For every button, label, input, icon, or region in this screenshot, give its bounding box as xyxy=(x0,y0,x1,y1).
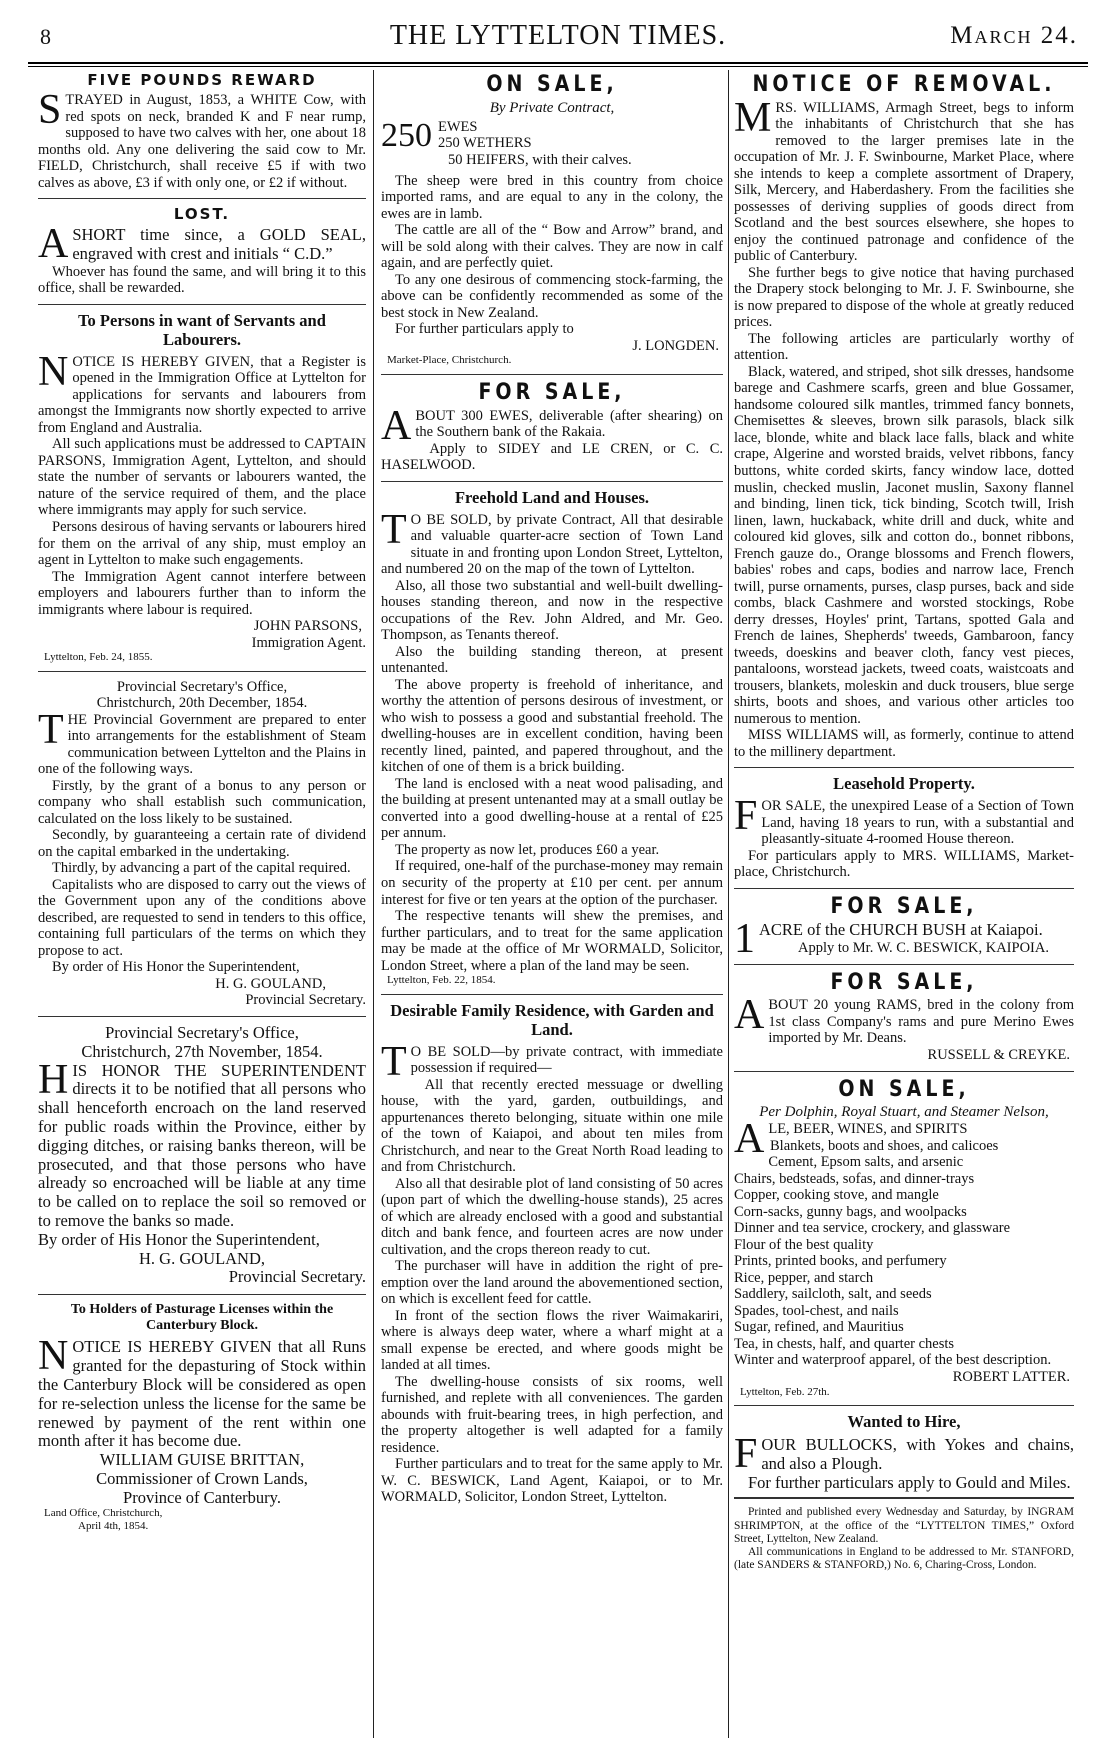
ad-text: BOUT 20 young RAMS, bred in the colony from 1st class Company's rams and pure Merino Ewes imported by Mr. Deans. xyxy=(768,997,1074,1047)
ad-heading: LOST. xyxy=(173,205,231,224)
column-middle xyxy=(381,70,723,1740)
goods-item: Spades, tool-chest, and nails xyxy=(734,1302,899,1319)
signature-title: Provincial Secretary. xyxy=(245,992,366,1009)
ad-heading: FOR SALE, xyxy=(830,893,978,919)
goods-item: Chairs, bedsteads, sofas, and dinner-trays xyxy=(734,1170,975,1187)
drop-cap: A xyxy=(734,1116,765,1163)
goods-item: Flour of the best quality xyxy=(734,1236,874,1253)
ad-text: All such applications must be addressed to CAPTAIN PARSONS, Immigration Agent, Lyttelton, and should state the number of servants or labourers wanted, the nature of the service required of them, and the place where immigrants may apply for such service. xyxy=(38,436,366,519)
ad-text: By order of His Honor the Superintendent, xyxy=(52,959,300,976)
signature-title: Provincial Secretary. xyxy=(228,1267,366,1287)
ad-text: OTICE IS HEREBY GIVEN, that a Register is opened in the Immigration Office at Lyttelton for applications for servants and labourers from amongst the Immigrants now shortly expected to arrive from England and Australia. xyxy=(38,353,366,436)
ad-subheading: By Private Contract, xyxy=(489,99,615,116)
drop-cap: S xyxy=(38,87,62,134)
column-left xyxy=(38,70,366,1740)
goods-item: Prints, printed books, and perfumery xyxy=(734,1253,947,1270)
office-line: Provincial Secretary's Office, xyxy=(105,1022,299,1042)
ad-text: Whoever has found the same, and will bring it to this office, shall be rewarded. xyxy=(38,263,366,297)
signature: H. G. GOULAND, xyxy=(215,975,326,992)
ad-heading: To Persons in want of Servants and Labourers. xyxy=(78,310,326,349)
ad-date: Lyttelton, Feb. 22, 1854. xyxy=(387,974,496,987)
ad-on-sale-livestock xyxy=(381,71,723,367)
ad-text: IS HONOR THE SUPERINTENDENT directs it to be notified that all persons who shall henceforth encroach on the land reserved for public roads within the Province, either by digging ditches, or raising banks thereon, will be prosecuted, and that those persons who have already so encroached will be liable at any time to be called on to replace the soil so removed or to remove the banks so made. xyxy=(38,1060,366,1230)
ad-text: OUR BULLOCKS, with Yokes and chains, and also a Plough. xyxy=(761,1435,1074,1473)
ad-text: SHORT time since, a GOLD SEAL, engraved with crest and initials “ C.D.” xyxy=(72,225,366,264)
ad-text: The respective tenants will shew the premises, and further particulars, and to treat for the same application may be made at the office of Mr WORMALD, Solicitor, London Street, where a plan of the land may be seen. xyxy=(381,908,723,974)
ad-text: Firstly, by the grant of a bonus to any person or company who shall establish such communication, calculated on the loss likely to be sustained. xyxy=(38,777,366,827)
ad-subheading: Per Dolphin, Royal Stuart, and Steamer Nelson, xyxy=(759,1104,1049,1121)
ad-church-bush xyxy=(734,893,1074,963)
signature-title: Commissioner of Crown Lands, xyxy=(96,1468,308,1488)
ad-freehold-land xyxy=(381,489,723,987)
place-line: Christchurch, 27th November, 1854. xyxy=(81,1041,323,1061)
ad-on-sale-goods xyxy=(734,1075,1074,1399)
goods-item: Sugar, refined, and Mauritius xyxy=(734,1319,904,1336)
ad-servants-labourers xyxy=(38,312,366,664)
drop-cap: N xyxy=(38,348,69,395)
drop-cap: T xyxy=(38,706,64,753)
column-divider xyxy=(728,70,729,1738)
signature: J. LONGDEN. xyxy=(632,337,719,354)
imprint-text: Printed and published every Wednesday and Saturday, by INGRAM SHRIMPTON, at the office of the “LYTTELTON TIMES,” Oxford Street, Lyttelton, New Zealand. xyxy=(734,1506,1074,1545)
goods-item: Blankets, boots and shoes, and calicoes xyxy=(770,1137,999,1154)
signature: H. G. GOULAND, xyxy=(138,1248,266,1268)
page-number: 8 xyxy=(40,24,51,49)
drop-cap: F xyxy=(734,1431,758,1478)
stock-line: EWES xyxy=(438,118,478,135)
ad-date: Lyttelton, Feb. 27th. xyxy=(740,1385,830,1398)
ad-steam-communication xyxy=(38,679,366,1009)
signature: ROBERT LATTER. xyxy=(952,1369,1070,1385)
ad-road-reserves xyxy=(38,1024,366,1287)
ad-text: The purchaser will have in addition the right of pre-emption over the land around the abovementioned section, on which is excellent feed for cattle. xyxy=(381,1258,723,1308)
ad-text: For further particulars apply to xyxy=(395,321,574,338)
ad-text: OR SALE, the unexpired Lease of a Section of Town Land, having 18 years to run, with a substantial and pleasantly-situate 4-roomed House thereon. xyxy=(761,798,1074,848)
ad-date: Lyttelton, Feb. 24, 1855. xyxy=(44,651,153,664)
ad-five-pounds-reward xyxy=(38,72,366,191)
ad-text: Capitalists who are disposed to carry out the views of the Government upon any of the conditions above described, are requested to send in tenders to this office, containing full particulars of the terms on which they propose to act. xyxy=(38,876,366,959)
ad-heading: Desirable Family Residence, with Garden and Land. xyxy=(390,1000,714,1039)
header-rule-thin xyxy=(28,66,1088,67)
ad-text: BOUT 300 EWES, deliverable (after shearing) on the Southern bank of the Rakaia. xyxy=(415,407,723,441)
ad-heading: NOTICE OF REMOVAL. xyxy=(752,71,1056,97)
ad-text: The following articles are particularly worthy of attention. xyxy=(734,330,1074,364)
ad-wanted-to-hire xyxy=(734,1413,1074,1492)
ad-text: If required, one-half of the purchase-money may remain on security of the property at £10 per cent. per annum interest for five or ten years at the option of the purchaser. xyxy=(381,858,723,908)
ad-heading: Leasehold Property. xyxy=(833,774,975,794)
drop-cap: N xyxy=(38,1333,69,1380)
drop-cap: T xyxy=(381,1038,407,1085)
ad-text: The land is enclosed with a neat wood palisading, and the building at present untenanted may at a small outlay be converted into a good dwelling-house at a rental of £25 per annum. xyxy=(381,775,723,842)
ad-text: MISS WILLIAMS will, as formerly, continue to attend to the millinery department. xyxy=(734,727,1074,760)
drop-cap: A xyxy=(381,402,412,449)
drop-cap: 1 xyxy=(734,916,755,963)
ad-text: TRAYED in August, 1853, a WHITE Cow, with red spots on neck, branded K and F near rump, supposed to have two calves with her, one about 18 months old. Any one delivering the said cow to Mr. FIELD, Christchurch, shall receive £5 if with two calves as above, £3 if with only one, or £2 if without. xyxy=(38,92,366,191)
ad-heading: ON SALE, xyxy=(486,71,618,97)
ad-heading: FOR SALE, xyxy=(830,969,978,995)
ad-lost xyxy=(38,206,366,297)
ad-text: Black, watered, and striped, shot silk dresses, handsome barege and Cashmere scarfs, green and blue Gossamer, handsome coloured silk mantles, trimmed fancy bonnets, Chemisettes & sleeves, brown silk parasols, black silk lace, blonde, white and black lace falls, black and white crape, Algerine and worsted braids, velvet ribbons, fancy buttons, white corded skirts, fancy window lace, dotted muslin, checked muslin, Jaconet muslin, Saxony flannel and binding, linen tick, tick binding, Scotch twill, Irish linen, lawn, huckaback, white drill and duck, white and coloured kid gloves, silk and cotton do., bonnet ribbons, French gauze do., Orange blossoms and French flowers, babies' robes and caps, bodies and narrow lace, French twill, purse ornaments, purses, clasp purses, back and side combs, black Cashmere and worsted stockings, Robe derry dresses, Hoyles' print, Tartans, spotted Gala and French de laines, Shepherds' tweeds, Gambaroon, fancy tweeds, doeskins and beaver cloth, fancy vest pieces, pantaloons, worstead jackets, tweed coats, waistcoats and trousers, blankets, moleskin and duck trousers, blue serge shirts, boots and shoes, and various other articles too numerous to mention. xyxy=(734,363,1074,727)
ad-text: Apply to SIDEY and LE CREN, or C. C. HASELWOOD. xyxy=(381,440,723,474)
ad-text: The property as now let, produces £60 a year. xyxy=(395,841,660,858)
column-divider xyxy=(373,70,374,1738)
ad-text: OTICE IS HEREBY GIVEN that all Runs granted for the depasturing of Stock within the Canterbury Block will be considered as open for re-selection unless the license for the same be renewed by payment of the rent within one month after it has become due. xyxy=(38,1337,366,1451)
drop-cap: F xyxy=(734,793,758,840)
ad-text: O BE SOLD—by private contract, with immediate possession if required— xyxy=(410,1043,723,1077)
drop-cap: A xyxy=(734,992,765,1039)
issue-date: March 24. xyxy=(950,22,1078,49)
ad-text: The Immigration Agent cannot interfere between employers and labourers further than to inform the immigrants where labour is required. xyxy=(38,568,366,618)
stock-line: 50 HEIFERS, with their calves. xyxy=(448,152,632,169)
stock-count: 250 xyxy=(381,116,432,154)
ad-family-residence xyxy=(381,1002,723,1506)
signature-title: Immigration Agent. xyxy=(251,634,366,651)
goods-list xyxy=(734,1138,1074,1369)
drop-cap: M xyxy=(734,94,772,141)
ad-heading: FIVE POUNDS REWARD xyxy=(87,71,317,89)
ad-notice-of-removal xyxy=(734,71,1074,760)
drop-cap: T xyxy=(381,506,407,553)
imprint xyxy=(734,1506,1074,1572)
column-right xyxy=(734,70,1074,1740)
ad-pasturage-licenses xyxy=(38,1302,366,1532)
goods-item: Winter and waterproof apparel, of the best description. xyxy=(734,1352,1052,1369)
goods-item: Saddlery, sailcloth, salt, and seeds xyxy=(734,1286,932,1303)
newspaper-title: THE LYTTELTON TIMES. xyxy=(389,20,727,51)
ad-text: Persons desirous of having servants or labourers hired for them on the arrival of any ship, must employ an agent in Lyttelton to make such engagements. xyxy=(38,519,366,569)
signature: RUSSELL & CREYKE. xyxy=(927,1047,1070,1063)
ad-text: In front of the section flows the river Waimakariri, where is always deep water, where a wharf might at a small expense be erected, and where goods might be landed at all times. xyxy=(381,1307,723,1374)
ad-text: The above property is freehold of inheritance, and worthy the attention of persons desirous of investment, or who wish to possess a good and substantial freehold. The dwelling-houses are in excellent condition, having been recently lined, painted, and papered throughout, and the kitchen of one of them is a brick building. xyxy=(381,676,723,776)
ad-text: To any one desirous of commencing stock-farming, the above can be confidently recommended as some of the best stock in New Zealand. xyxy=(381,271,723,321)
ad-text: For further particulars apply to Gould and Miles. xyxy=(748,1472,1071,1492)
drop-cap: H xyxy=(38,1056,69,1103)
header-rule xyxy=(28,62,1088,64)
ad-text: ACRE of the CHURCH BUSH at Kaiapoi. xyxy=(759,920,1043,940)
ad-text: Also all that desirable plot of land consisting of 50 acres (upon part of which the dwelling-house stands), 25 acres of which are already enclosed with a good and substantial ditch and bank fence, and fourteen acres are now under cultivation, and the crops thereon ready to cut. xyxy=(381,1175,723,1258)
ad-text: Further particulars and to treat for the same apply to Mr. W. C. BESWICK, Land Agent, Kaiapoi, or to Mr. WORMALD, Solicitor, London Street, Lyttelton. xyxy=(381,1456,723,1506)
ad-text: All that recently erected messuage or dwelling house, with the yard, garden, outbuildings, and appurtenances thereto belonging, situate within one mile of the town of Kaiapoi, and about ten miles from Christchurch, and near to the Great North Road leading to and from Christchurch. xyxy=(381,1076,723,1176)
ad-text: Also the building standing thereon, at present untenanted. xyxy=(381,643,723,677)
ad-date: April 4th, 1854. xyxy=(78,1520,149,1533)
goods-item: Copper, cooking stove, and mangle xyxy=(734,1187,939,1204)
ad-heading: Freehold Land and Houses. xyxy=(454,487,650,507)
place-line: Christchurch, 20th December, 1854. xyxy=(96,695,308,712)
signature: WILLIAM GUISE BRITTAN, xyxy=(99,1450,305,1470)
ad-heading: Wanted to Hire, xyxy=(847,1412,961,1432)
ad-leasehold-property xyxy=(734,775,1074,881)
signature: JOHN PARSONS, xyxy=(253,618,362,635)
signature-title: Province of Canterbury. xyxy=(123,1487,281,1507)
ad-place: Market-Place, Christchurch. xyxy=(387,354,512,367)
ad-text: Secondly, by guaranteeing a certain rate of dividend on the capital embarked in the undertaking. xyxy=(38,827,366,860)
masthead xyxy=(28,18,1088,62)
ad-text: LE, BEER, WINES, and SPIRITS xyxy=(768,1121,968,1138)
ad-date: Land Office, Christchurch, xyxy=(44,1507,163,1520)
goods-item: Tea, in chests, half, and quarter chests xyxy=(734,1335,955,1352)
ad-text: Thirdly, by advancing a part of the capital required. xyxy=(52,860,351,877)
ad-for-sale-ewes xyxy=(381,379,723,474)
goods-item: Rice, pepper, and starch xyxy=(734,1269,874,1286)
ad-text: The dwelling-house consists of six rooms, well furnished, and replete with all conveniences. The garden abounds with fruit-bearing trees, in high perfection, and the property altogether is well adapted for a family residence. xyxy=(381,1373,723,1456)
ad-text: Apply to Mr. W. C. BESWICK, KAIPOIA. xyxy=(798,940,1049,957)
imprint-text: All communications in England to be addressed to Mr. STANFORD, (late SANDERS & STANFORD,) No. 6, Charing-Cross, London. xyxy=(734,1546,1074,1572)
ad-text: The cattle are all of the “ Bow and Arrow” brand, and will be sold along with their calves. They are now in calf again, and are perfectly quiet. xyxy=(381,222,723,272)
ad-text: She further begs to give notice that having purchased the Drapery stock belonging to Mr. J. F. Swinbourne, she is now prepared to dispose of the whole at greatly reduced prices. xyxy=(734,264,1074,331)
stock-line: 250 WETHERS xyxy=(438,135,532,152)
goods-item: Cement, Epsom salts, and arsenic xyxy=(768,1154,964,1171)
ad-heading: ON SALE, xyxy=(838,1075,970,1102)
ad-heading: FOR SALE, xyxy=(478,379,626,405)
ad-text: Also, all those two substantial and well-built dwelling-houses standing thereon, and now in the respective occupations of the Rev. John Aldred, and Mr. Geo. Thompson, as Tenants thereof. xyxy=(381,577,723,644)
ad-text: The sheep were bred in this country from choice imported rams, and are equal to any in the colony, the ewes are in lamb. xyxy=(381,172,723,222)
ad-text: O BE SOLD, by private Contract, All that desirable and valuable quarter-acre section of Town Land situate in and fronting upon London Street, Lyttelton, and numbered 20 on the map of the town of Lyttelton. xyxy=(381,511,723,578)
ad-text: For particulars apply to MRS. WILLIAMS, Market-place, Christchurch. xyxy=(734,847,1074,881)
ad-text: By order of His Honor the Superintendent, xyxy=(38,1229,320,1249)
goods-item: Dinner and tea service, crockery, and glassware xyxy=(734,1220,1011,1237)
ad-rams xyxy=(734,969,1074,1064)
ad-text: HE Provincial Government are prepared to enter into arrangements for the establishment of Steam communication between Lyttelton and the Plains in one of the following ways. xyxy=(38,711,366,778)
goods-item: Corn-sacks, gunny bags, and woolpacks xyxy=(734,1203,967,1220)
office-line: Provincial Secretary's Office, xyxy=(116,678,288,695)
ad-heading: To Holders of Pasturage Licenses within the Canterbury Block. xyxy=(70,1302,334,1334)
ad-text: RS. WILLIAMS, Armagh Street, begs to inform the inhabitants of Christchurch that she has removed to the larger premises late in the occupation of Mr. J. F. Swinbourne, Market Place, where she intends to keep a complete assortment of Drapery, Silk, Mercery, and Haberdashery. From the facilities she possesses of deriving supplies of goods direct from Scotland and the best sources elsewhere, she hopes to enjoy the continued patronage and confidence of the public of Canterbury. xyxy=(734,99,1074,265)
drop-cap: A xyxy=(38,221,69,268)
